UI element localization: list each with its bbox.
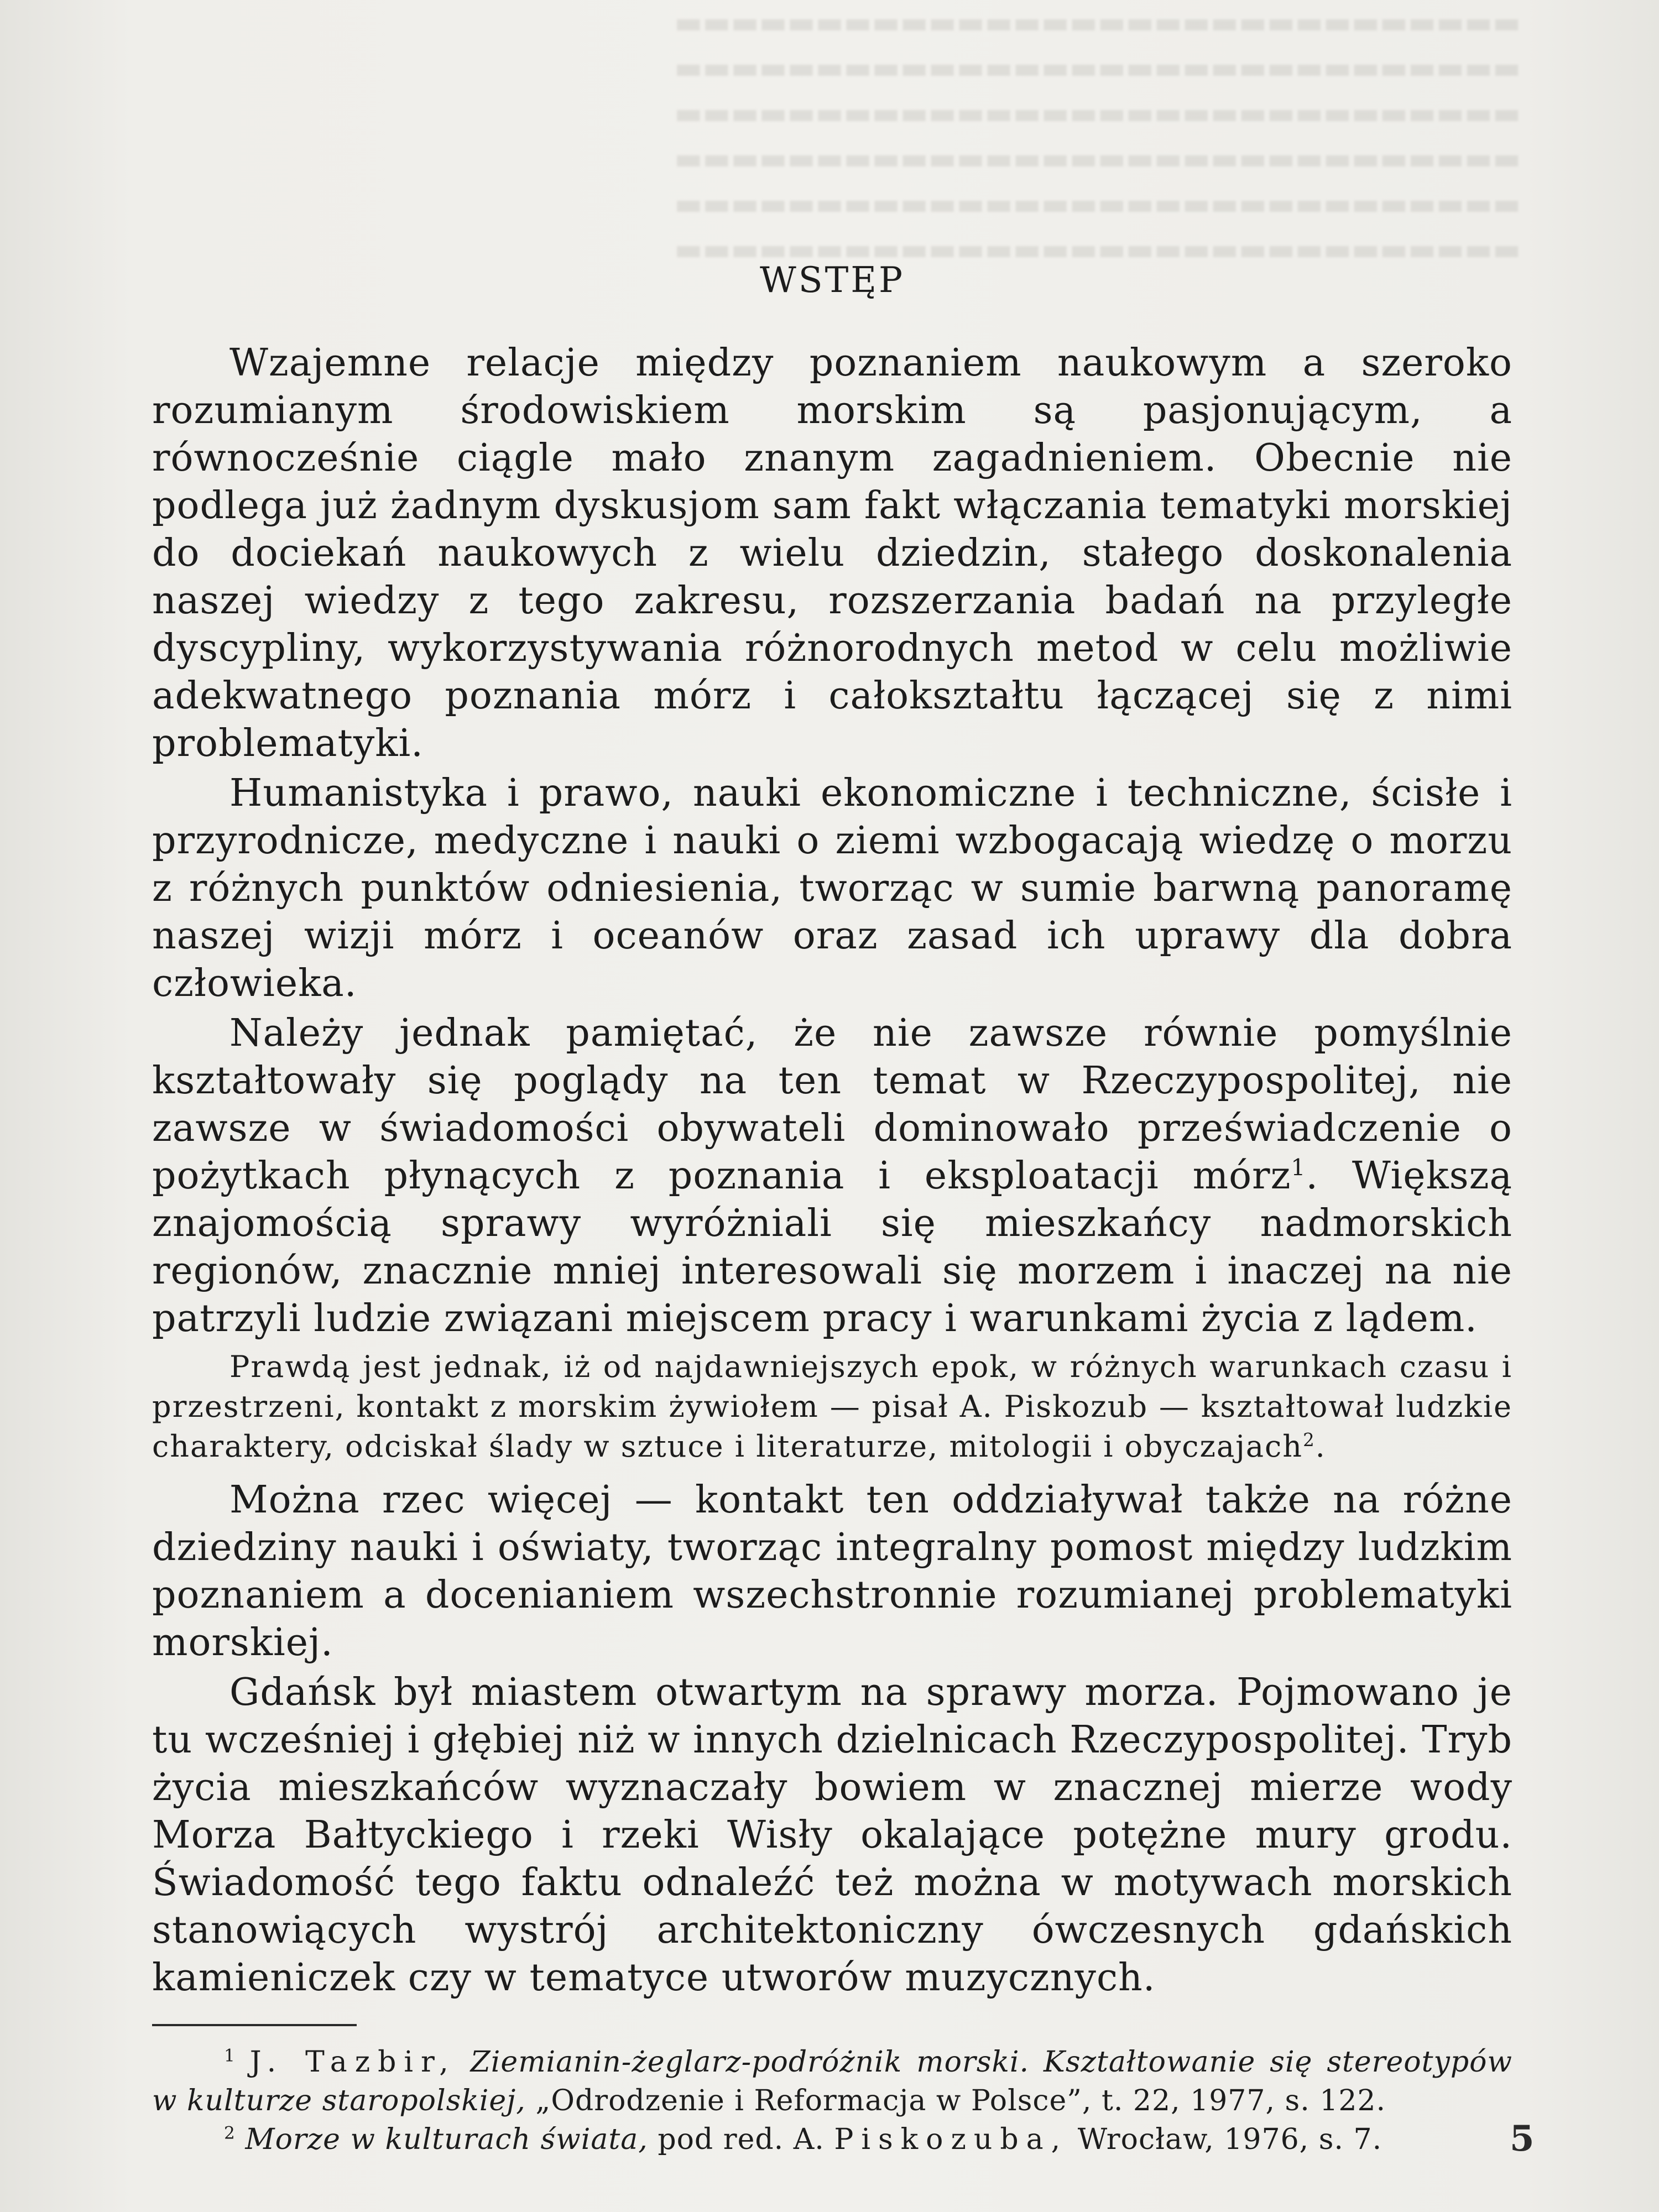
footnote-1 xyxy=(152,2043,1512,2120)
chapter-heading: WSTĘP xyxy=(759,260,905,301)
footnote-title: Morze w kulturach świata, xyxy=(245,2123,648,2156)
footnote-source: Wrocław, 1976, s. 7. xyxy=(1077,2123,1383,2156)
footnote-divider xyxy=(152,2024,357,2026)
footnote-ref-2: 2 xyxy=(1303,1430,1316,1451)
paragraph-2: Humanistyka i prawo, nauki ekonomiczne i techniczne, ścisłe i przyrodnicze, medyczne i nauki o ziemi wzbogacają wiedzę o morzu z różnych punktów odniesienia, tworząc w sumie barwną panoramę naszej wizji mórz i oceanów oraz zasad ich uprawy dla dobra człowieka. xyxy=(152,771,1512,1005)
page-number: 5 xyxy=(1510,2118,1535,2159)
footnote-editor-label: pod red. A. xyxy=(658,2123,825,2156)
block-quote xyxy=(152,1347,1512,1467)
paragraph-4: Można rzec więcej — kontakt ten oddziaływał także na różne dziedziny nauki i oświaty, tworząc integralny pomost między ludzkim poznaniem a docenianiem wszechstronnie rozumianej problematyki morskiej. xyxy=(152,1478,1512,1665)
paragraph-3-text: Należy jednak pamiętać, że nie zawsze równie pomyślnie kształtowały się poglądy na ten temat w Rzeczypospolitej, nie zawsze w świadomości obywateli dominowało przeświadczenie o pożytkach płynących z poznania i eksploatacji mórz xyxy=(152,1011,1512,1198)
bleed-through-texture: ▬▬▬▬▬▬▬▬▬▬▬▬▬▬▬▬▬▬▬▬▬▬▬▬▬▬▬▬▬▬ ▬▬▬▬▬▬▬▬▬▬▬▬▬▬▬▬▬▬▬▬▬▬▬▬▬▬▬▬▬▬ ▬▬▬▬▬▬▬▬▬▬▬▬▬▬▬▬▬▬▬▬▬▬▬▬▬▬▬▬▬▬ ▬▬▬▬▬▬▬▬▬▬▬▬▬▬▬▬▬▬▬▬▬▬▬▬▬▬▬▬▬▬ ▬▬▬▬▬▬▬▬▬▬▬▬▬▬▬▬▬▬▬▬▬▬▬▬▬▬▬▬▬▬ ▬▬▬▬▬▬▬▬▬▬▬▬▬▬▬▬▬▬▬▬▬▬▬▬▬▬▬▬▬▬ xyxy=(674,5,1521,267)
footnote-editor: Piskozuba, xyxy=(834,2123,1068,2156)
footnote-author: J. Tazbir, xyxy=(249,2046,456,2079)
footnote-source: „Odrodzenie i Reformacja w Polsce”, t. 22, 1977, s. 122. xyxy=(535,2084,1386,2117)
quote-text: Prawdą jest jednak, iż od najdawniejszych epok, w różnych warunkach czasu i przestrzeni, kontakt z morskim żywiołem — pisał A. Piskozub — kształtował ludzkie charaktery, odciskał ślady w sztuce i literaturze, mitologii i obyczajach xyxy=(152,1349,1512,1464)
footnote-number: 2 xyxy=(224,2123,236,2143)
paragraph-3-text-end: . Większą znajomością sprawy wyróżniali się mieszkańcy nadmorskich regionów, znacznie mniej interesowali się morzem i inaczej na nie patrzyli ludzie związani miejscem pracy i warunkami życia z lądem. xyxy=(152,1154,1512,1340)
footnote-ref-1: 1 xyxy=(1291,1154,1306,1181)
footnote-title: Ziemianin-żeglarz-podróżnik morski. Kształtowanie się stereotypów w kulturze staropolskiej, xyxy=(152,2046,1512,2117)
quote-end: . xyxy=(1315,1429,1326,1464)
paragraph-1: Wzajemne relacje między poznaniem naukowym a szeroko rozumianym środowiskiem morskim są pasjonującym, a równocześnie ciągle mało znanym zagadnieniem. Obecnie nie podlega już żadnym dyskusjom sam fakt włączania tematyki morskiej do dociekań naukowych z wielu dziedzin, stałego doskonalenia naszej wiedzy z tego zakresu, rozszerzania badań na przyległe dyscypliny, wykorzystywania różnorodnych metod w celu możliwie adekwatnego poznania mórz i całokształtu łączącej się z nimi problematyki. xyxy=(152,341,1512,765)
paragraph-5: Gdańsk był miastem otwartym na sprawy morza. Pojmowano je tu wcześniej i głębiej niż w innych dzielnicach Rzeczypospolitej. Tryb życia mieszkańców wyznaczały bowiem w znacznej mierze wody Morza Bałtyckiego i rzeki Wisły okalające potężne mury grodu. Świadomość tego faktu odnaleźć też można w motywach morskich stanowiących wystrój architektoniczny ówczesnych gdańskich kamieniczek czy w tematyce utworów muzycznych. xyxy=(152,1671,1512,2000)
paragraph-3 xyxy=(152,1010,1512,1343)
main-text xyxy=(152,260,1512,2159)
footnote-number: 1 xyxy=(224,2046,236,2066)
footnote-2 xyxy=(152,2120,1512,2159)
